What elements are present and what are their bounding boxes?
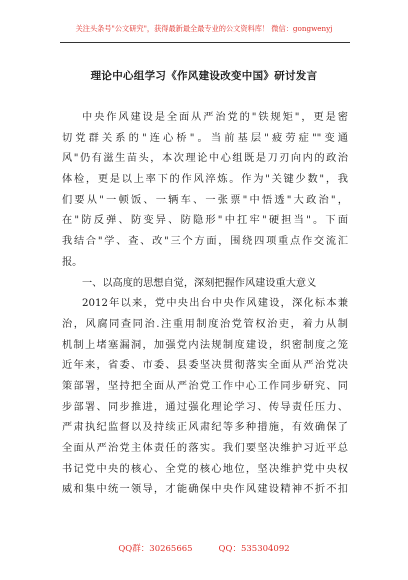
footer-qq-group: QQ群：30265665	[118, 544, 193, 554]
body-line: 策部署，坚持把全面从严治党工作中心工作同步研究、同	[62, 380, 348, 392]
body-line: 中央作风建设是全面从严治党的"铁规矩"，更是密	[82, 112, 348, 123]
body-line: 步部署、同步推进，通过强化理论学习、传导责任压力、	[62, 401, 348, 413]
section-heading: 一、以高度的思想自觉，深刻把握作风建设重大意义	[82, 277, 317, 289]
body-line: 书记党中央的核心、全党的核心地位，坚决维护党中央权	[62, 463, 348, 475]
body-line: 体检，更是以上率下的作风淬炼。作为"关键少数"，我	[62, 174, 348, 186]
body-line: 风"仍有滋生苗头，本次理论中心组既是刀刃向内的政治	[62, 153, 348, 165]
body-line: 近年来，省委、市委、县委坚决贯彻落实全面从严治党决	[62, 360, 348, 372]
body-line: 威和集中统一领导，才能确保中央作风建设精神不折不扣	[62, 484, 348, 496]
footer-contact	[0, 542, 408, 554]
body-line: 在"防反弹、防变异、防隐形"中扛牢"硬担当"。下面	[62, 215, 348, 227]
body-line: 我结合"学、查、改"三个方面，围绕四项重点作交流汇	[62, 236, 348, 248]
header-note: 关注头条号"公文研究"，获得最新最全最专业的公文资料库！ 微信：gongwenyj	[75, 24, 333, 33]
body-line: 2012年以来，党中央出台中央作风建设，深化标本兼	[82, 298, 348, 310]
body-line: 报。	[62, 256, 83, 268]
header-divider	[60, 42, 350, 43]
document-body	[62, 108, 348, 501]
body-line: 切党群关系的"连心桥"。当前基层"疲劳症""变通	[62, 132, 348, 144]
body-line: 治，风腐同查同治.注重用制度治党管权治吏，着力从制	[62, 318, 348, 330]
footer-qq: QQ：535304092	[218, 544, 290, 554]
body-line: 全面从严治党主体责任的落实。我们要坚决维护习近平总	[62, 443, 348, 454]
body-line: 机制上堵塞漏洞，加强党内法规制度建设，织密制度之笼	[62, 339, 348, 351]
body-line: 严肃执纪监督以及持续正风肃纪等多种措施，有效确保了	[62, 422, 348, 434]
body-line: 们要从"一顿饭、一辆车、一张票"中悟透"大政治"，	[62, 194, 348, 206]
document-title: 理论中心组学习《作风建设改变中国》研讨发言	[90, 70, 318, 82]
